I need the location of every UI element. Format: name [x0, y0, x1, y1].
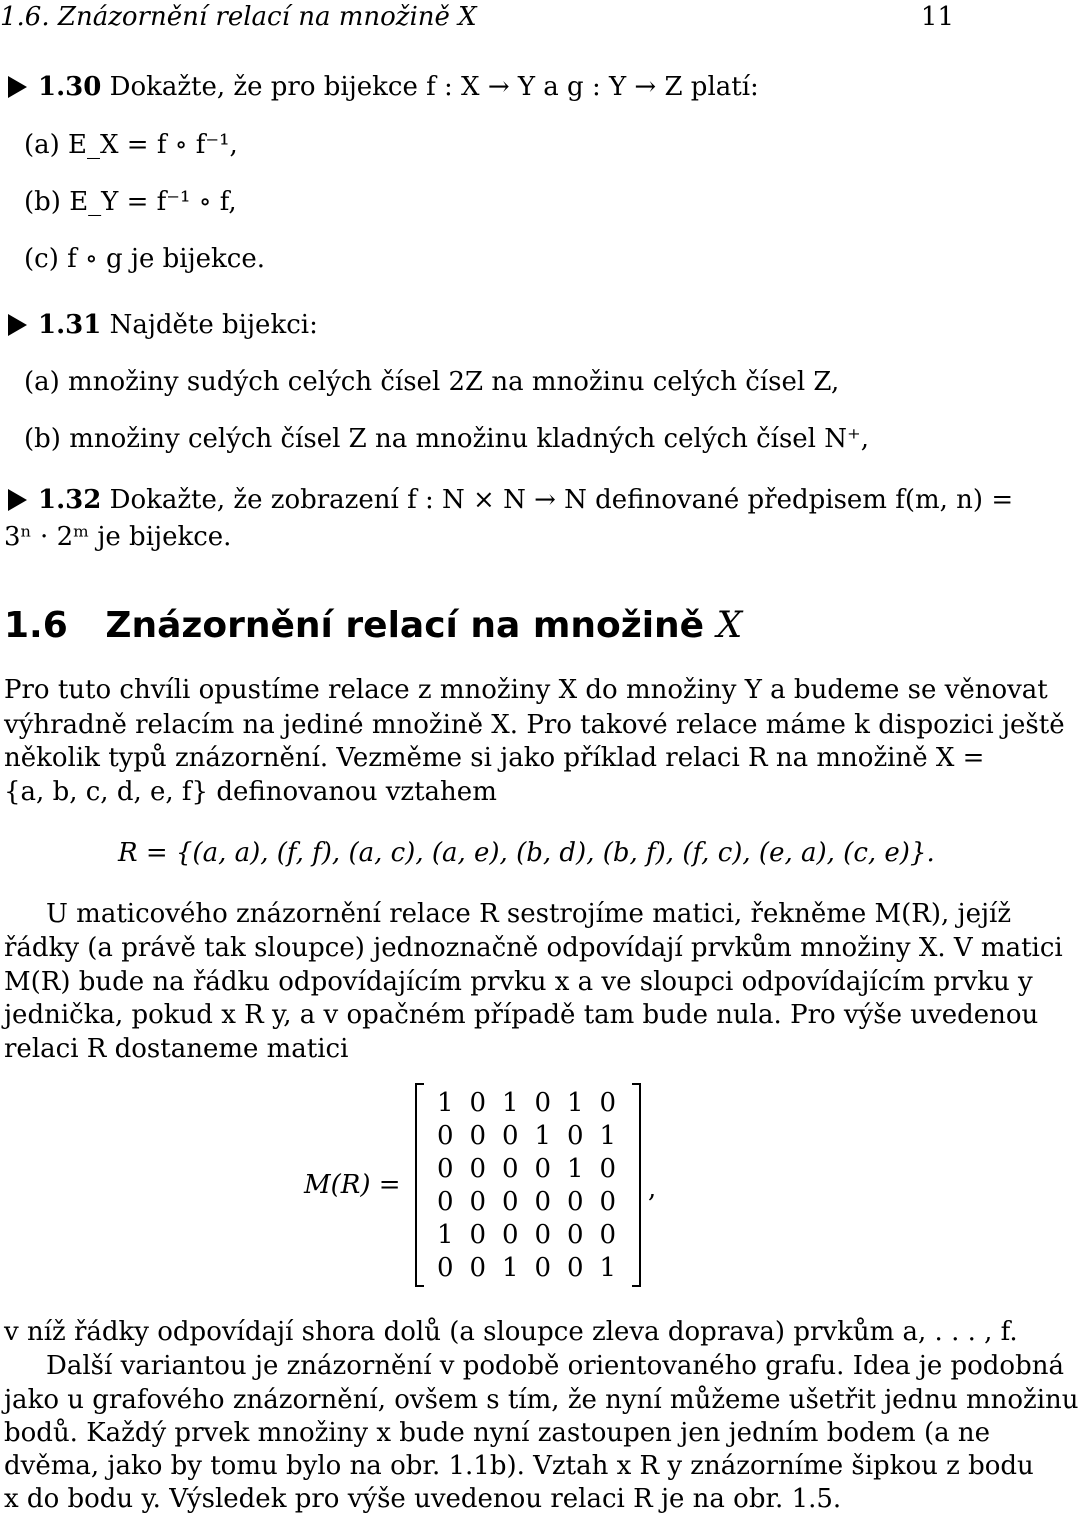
- matrix-cell: 1: [566, 1088, 584, 1118]
- paragraph-line: Pro tuto chvíli opustíme relace z množiny X do množiny Y a budeme se věnovat: [4, 675, 1048, 705]
- paragraph-line: několik typů znázornění. Vezměme si jako příklad relaci R na množině X =: [4, 743, 985, 773]
- matrix-cell: 0: [436, 1154, 454, 1184]
- matrix-cell: 0: [469, 1187, 487, 1217]
- matrix-cell: 0: [501, 1187, 519, 1217]
- matrix-cell: 0: [566, 1187, 584, 1217]
- matrix-cell: 0: [599, 1088, 617, 1118]
- exercise-marker-icon: [8, 314, 27, 336]
- matrix-cell: 1: [436, 1088, 454, 1118]
- matrix-cell: 0: [599, 1154, 617, 1184]
- paragraph-line: Další variantou je znázornění v podobě orientovaného grafu. Idea je podobná: [46, 1351, 1064, 1381]
- exercise-1-32: [38, 483, 1013, 517]
- exercise-item-a: (a) množiny sudých celých čísel 2Z na množinu celých čísel Z,: [24, 367, 840, 397]
- exercise-1-31: [38, 308, 318, 342]
- matrix-cell: 1: [534, 1121, 552, 1151]
- matrix-cell: 0: [599, 1187, 617, 1217]
- relation-equation: R = {(a, a), (f, f), (a, c), (a, e), (b, d), (b, f), (f, c), (e, a), (c, e)}.: [118, 838, 935, 868]
- exercise-item-b: (b) E_Y = f⁻¹ ∘ f,: [24, 187, 237, 217]
- exercise-marker-icon: [8, 489, 27, 511]
- matrix-cell: 0: [469, 1253, 487, 1283]
- exercise-text-continued: 3ⁿ · 2ᵐ je bijekce.: [4, 522, 232, 552]
- matrix-cell: 0: [599, 1220, 617, 1250]
- matrix-cell: 0: [534, 1220, 552, 1250]
- section-title: Znázornění relací na množině: [105, 605, 705, 646]
- matrix-cell: 1: [501, 1253, 519, 1283]
- exercise-text: Dokažte, že zobrazení f : N × N → N definované předpisem f(m, n) =: [109, 485, 1014, 515]
- paragraph-line: v níž řádky odpovídají shora dolů (a sloupce zleva doprava) prvkům a, . . . , f.: [4, 1317, 1018, 1347]
- matrix-cell: 1: [599, 1121, 617, 1151]
- matrix-cell: 0: [501, 1154, 519, 1184]
- paragraph-line: řádky (a právě tak sloupce) jednoznačně odpovídají prvkům množiny X. V matici: [4, 933, 1063, 963]
- matrix-cell: 0: [469, 1154, 487, 1184]
- exercise-number: 1.31: [38, 310, 102, 340]
- exercise-text: Najděte bijekci:: [109, 310, 318, 340]
- matrix-cell: 0: [534, 1253, 552, 1283]
- relation-matrix: [415, 1083, 641, 1287]
- paragraph-line: dvěma, jako by tomu bylo na obr. 1.1b). Vztah x R y znázorníme šipkou z bodu: [4, 1451, 1034, 1481]
- exercise-marker-icon: [8, 76, 27, 98]
- exercise-1-30: [38, 70, 759, 104]
- matrix-left-bracket: [415, 1083, 424, 1287]
- section-heading: [4, 604, 742, 648]
- paragraph-line: x do bodu y. Výsledek pro výše uvedenou relaci R je na obr. 1.5.: [4, 1484, 842, 1514]
- matrix-cell: 0: [436, 1187, 454, 1217]
- paragraph-line: {a, b, c, d, e, f} definovanou vztahem: [4, 777, 497, 807]
- paragraph-line: relaci R dostaneme matici: [4, 1034, 349, 1064]
- running-header-title: 1.6. Znázornění relací na množině X: [0, 2, 477, 32]
- matrix-trailing-comma: ,: [648, 1174, 657, 1204]
- matrix-label: M(R) =: [304, 1170, 401, 1200]
- matrix-cell: 1: [599, 1253, 617, 1283]
- exercise-text: Dokažte, že pro bijekce f : X → Y a g : Y → Z platí:: [109, 72, 759, 102]
- matrix-grid: [429, 1087, 624, 1285]
- paragraph-line: M(R) bude na řádku odpovídajícím prvku x a ve sloupci odpovídajícím prvku y: [4, 967, 1033, 997]
- matrix-right-bracket: [632, 1083, 641, 1287]
- matrix-cell: 0: [566, 1253, 584, 1283]
- paragraph-line: bodů. Každý prvek množiny x bude nyní zastoupen jen jedním bodem (a ne: [4, 1418, 990, 1448]
- matrix-cell: 1: [501, 1088, 519, 1118]
- matrix-cell: 0: [566, 1121, 584, 1151]
- exercise-item-b: (b) množiny celých čísel Z na množinu kladných celých čísel N⁺,: [24, 424, 869, 454]
- matrix-cell: 0: [469, 1121, 487, 1151]
- matrix-cell: 0: [501, 1121, 519, 1151]
- matrix-cell: 1: [436, 1220, 454, 1250]
- matrix-cell: 0: [566, 1220, 584, 1250]
- page-number: 11: [920, 2, 954, 32]
- section-title-variable: X: [716, 605, 743, 646]
- exercise-number: 1.30: [38, 72, 102, 102]
- matrix-cell: 0: [436, 1121, 454, 1151]
- matrix-cell: 0: [534, 1187, 552, 1217]
- matrix-cell: 0: [469, 1220, 487, 1250]
- matrix-cell: 1: [566, 1154, 584, 1184]
- paragraph-line: výhradně relacím na jediné množině X. Pro takové relace máme k dispozici ještě: [4, 710, 1065, 740]
- section-number: 1.6: [4, 605, 68, 646]
- paragraph-line: U maticového znázornění relace R sestrojíme matici, řekněme M(R), jejíž: [46, 899, 1012, 929]
- matrix-cell: 0: [534, 1088, 552, 1118]
- matrix-cell: 0: [501, 1220, 519, 1250]
- matrix-cell: 0: [436, 1253, 454, 1283]
- exercise-item-a: (a) E_X = f ∘ f⁻¹,: [24, 130, 238, 160]
- matrix-cell: 0: [534, 1154, 552, 1184]
- paragraph-line: jako u grafového znázornění, ovšem s tím, že nyní můžeme ušetřit jednu množinu: [4, 1385, 1079, 1415]
- matrix-cell: 0: [469, 1088, 487, 1118]
- exercise-item-c: (c) f ∘ g je bijekce.: [24, 244, 266, 274]
- paragraph-line: jednička, pokud x R y, a v opačném případě tam bude nula. Pro výše uvedenou: [4, 1000, 1039, 1030]
- exercise-number: 1.32: [38, 485, 102, 515]
